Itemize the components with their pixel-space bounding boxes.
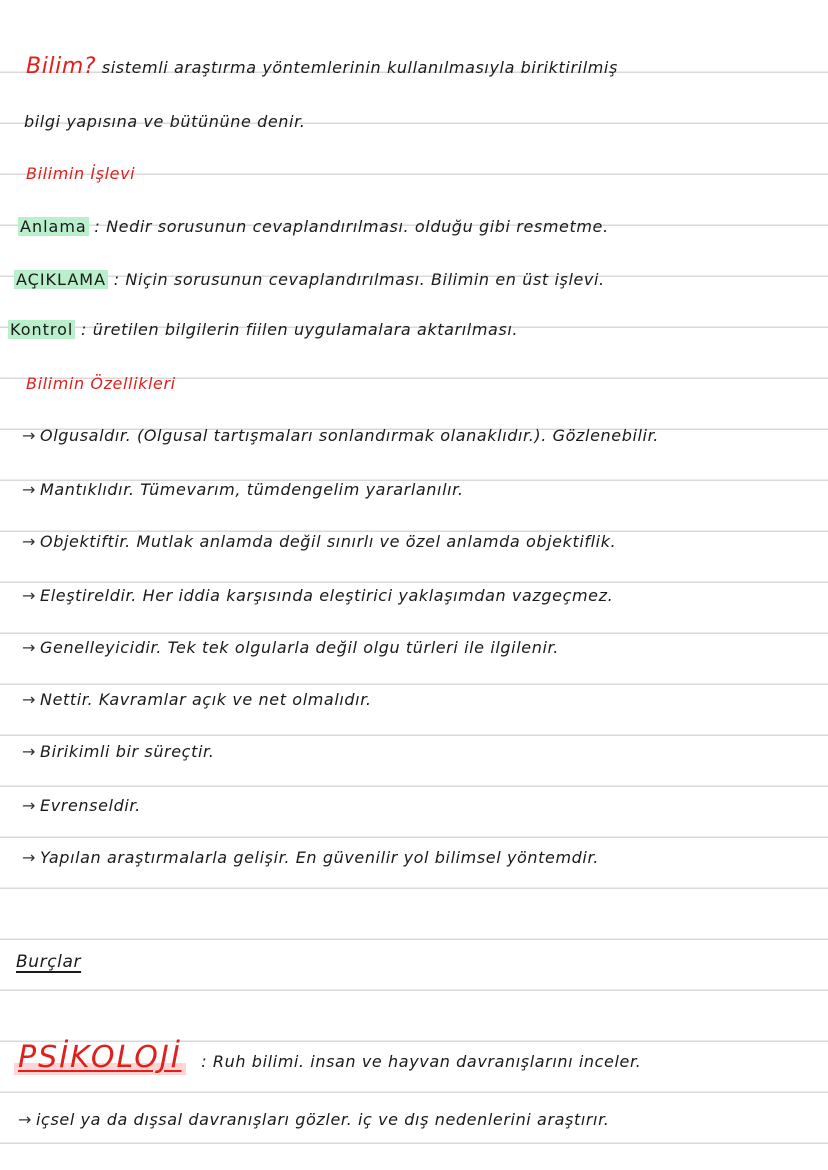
arrow-icon: →: [22, 586, 37, 605]
psychology-item: [18, 1110, 610, 1129]
psychology-definition: : Ruh bilimi. insan ve hayvan davranışlarını inceler.: [201, 1052, 642, 1071]
function-item-anlama: [18, 217, 609, 236]
feature-text: Yapılan araştırmalarla gelişir. En güvenilir yol bilimsel yöntemdir.: [40, 848, 599, 867]
feature-item: [22, 480, 464, 499]
function-term: AÇIKLAMA: [16, 270, 107, 289]
psychology-line: [18, 1040, 641, 1075]
function-text: : üretilen bilgilerin fiilen uygulamalara aktarılması.: [81, 320, 519, 339]
psychology-title: PSİKOLOJİ: [18, 1040, 182, 1075]
feature-text: Eleştireldir. Her iddia karşısında eleştirici yaklaşımdan vazgeçmez.: [40, 586, 614, 605]
arrow-icon: →: [22, 532, 37, 551]
intro-line-1: [26, 54, 618, 79]
arrow-icon: →: [22, 426, 37, 445]
feature-text: Nettir. Kavramlar açık ve net olmalıdır.: [40, 690, 372, 709]
burclar-label: Burçlar: [16, 952, 82, 972]
feature-item: [22, 586, 613, 605]
function-text: : Nedir sorusunun cevaplandırılması. olduğu gibi resmetme.: [94, 217, 609, 236]
arrow-icon: →: [22, 848, 37, 867]
function-term: Anlama: [20, 217, 87, 236]
psychology-item-text: içsel ya da dışsal davranışları gözler. iç ve dış nedenlerini araştırır.: [36, 1110, 610, 1129]
arrow-icon: →: [18, 1110, 33, 1129]
feature-text: Olgusaldır. (Olgusal tartışmaları sonlandırmak olanaklıdır.). Gözlenebilir.: [40, 426, 659, 445]
intro-line-2: bilgi yapısına ve bütününe denir.: [24, 112, 306, 131]
function-term: Kontrol: [10, 320, 74, 339]
arrow-icon: →: [22, 480, 37, 499]
feature-text: Evrenseldir.: [40, 796, 141, 815]
intro-text-1: sistemli araştırma yöntemlerinin kullanılmasıyla biriktirilmiş: [101, 58, 618, 77]
function-text: : Niçin sorusunun cevaplandırılması. Bilimin en üst işlevi.: [113, 270, 605, 289]
feature-item: [22, 426, 659, 445]
feature-item: [22, 638, 559, 657]
feature-item: [22, 532, 616, 551]
features-heading: Bilimin Özellikleri: [26, 374, 176, 393]
feature-text: Mantıklıdır. Tümevarım, tümdengelim yararlanılır.: [40, 480, 464, 499]
feature-text: Genelleyicidir. Tek tek olgularla değil olgu türleri ile ilgilenir.: [40, 638, 559, 657]
arrow-icon: →: [22, 742, 37, 761]
feature-text: Objektiftir. Mutlak anlamda değil sınırlı ve özel anlamda objektiflik.: [40, 532, 617, 551]
intro-term: Bilim?: [26, 54, 97, 79]
arrow-icon: →: [22, 638, 37, 657]
feature-item: [22, 742, 214, 761]
feature-item: [22, 690, 372, 709]
feature-item: [22, 796, 141, 815]
feature-item: [22, 848, 599, 867]
function-item-aciklama: [14, 270, 605, 289]
feature-text: Birikimli bir süreçtir.: [40, 742, 215, 761]
arrow-icon: →: [22, 796, 37, 815]
arrow-icon: →: [22, 690, 37, 709]
functions-heading: Bilimin İşlevi: [26, 164, 136, 183]
function-item-kontrol: [8, 320, 518, 339]
